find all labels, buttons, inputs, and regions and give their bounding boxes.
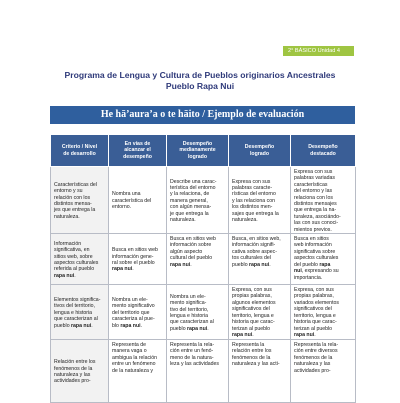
criterion-cell: Relación entre los fenómenos de la naturaleza y las actividades pro- [51, 340, 109, 403]
evaluation-rubric-table [50, 134, 356, 403]
column-header: Desempeño destacado [291, 135, 356, 167]
table-cell: Representa la rela- ción entre diversos fenómenos de la naturaleza y las actividades pro- [291, 340, 356, 403]
table-row [51, 234, 356, 285]
people-subtitle: Pueblo Rapa Nui [165, 81, 235, 91]
table-cell: Busca en sitios web información sobre algún aspecto cultural del pueblo rapa nui. [167, 234, 229, 285]
criterion-cell: Elementos significa- tivos del territorio, lengua e historia que caracterizan al pueblo rapa nui. [51, 285, 109, 340]
table-cell: Nombra una característica del entorno. [109, 167, 167, 234]
column-header: Desempeño logrado [229, 135, 291, 167]
table-cell: Expresa, con sus propias palabras, algunos elementos significativos del territorio, lengua e historia que carac- terizan al pueblo rapa nui. [229, 285, 291, 340]
criterion-cell: Características del entorno y su relación con los distintos mensa- jes que entrega la naturaleza. [51, 167, 109, 234]
table-row [51, 285, 356, 340]
table-cell: Busca en sitios web información gene- ral sobre el pueblo rapa nui. [109, 234, 167, 285]
section-title-bar: He hā’aura’a o te hāito / Ejemplo de evaluación [50, 106, 355, 124]
program-title: Programa de Lengua y Cultura de Pueblos originarios Ancestrales [64, 70, 336, 80]
table-cell: Expresa con sus palabras caracte- rísticas del entorno y las relaciona con los distintos men- sajes que entrega la naturaleza. [229, 167, 291, 234]
column-header: En vías de alcanzar el desempeño [109, 135, 167, 167]
table-cell: Describe una carac- terística del entorno y la relaciona, de manera general, con algún mensa- je que entrega la naturaleza. [167, 167, 229, 234]
table-row [51, 340, 356, 403]
table-cell: Nombra un ele- mento significa- tivo del territorio, lengua e historia que caracterizan al pueblo rapa nui. [167, 285, 229, 340]
table-cell: Representa la relación entre los fenómenos de la naturaleza y las acti- [229, 340, 291, 403]
table-cell: Nombra un ele- mento significativo del territorio que caracteriza al pue- blo rapa nui. [109, 285, 167, 340]
table-cell: Representa de manera vaga o ambigua la relación entre un fenómeno de la naturaleza y [109, 340, 167, 403]
table-cell: Busca en sitios web información significativa sobre aspectos culturales del pueblo rapa nui, expresando su importancia. [291, 234, 356, 285]
table-header-row [51, 135, 356, 167]
table-row [51, 167, 356, 234]
criterion-cell: Información significativa, en sitios web, sobre aspectos culturales referida al pueblo rapa nui. [51, 234, 109, 285]
grade-unit-badge: 2° BÁSICO Unidad 4 [283, 46, 354, 56]
table-cell: Expresa con sus palabras variadas características del entorno y las relaciona con los distintos mensajes que entrega la na- turaleza, asociándo- las con sus conoci- mientos previos. [291, 167, 356, 234]
column-header: Desempeño medianamente logrado [167, 135, 229, 167]
column-header: Criterio / Nivel de desarrollo [51, 135, 109, 167]
table-cell: Busca, en sitios web, información signifi- cativa sobre aspec- tos culturales del pueblo rapa nui. [229, 234, 291, 285]
table-cell: Expresa, con sus propias palabras, variados elementos significativos del territorio, lengua e historia que carac- terizan al pueblo rapa nui. [291, 285, 356, 340]
table-cell: Representa la rela- ción entre un fenó- meno de la natura- leza y las actividades [167, 340, 229, 403]
